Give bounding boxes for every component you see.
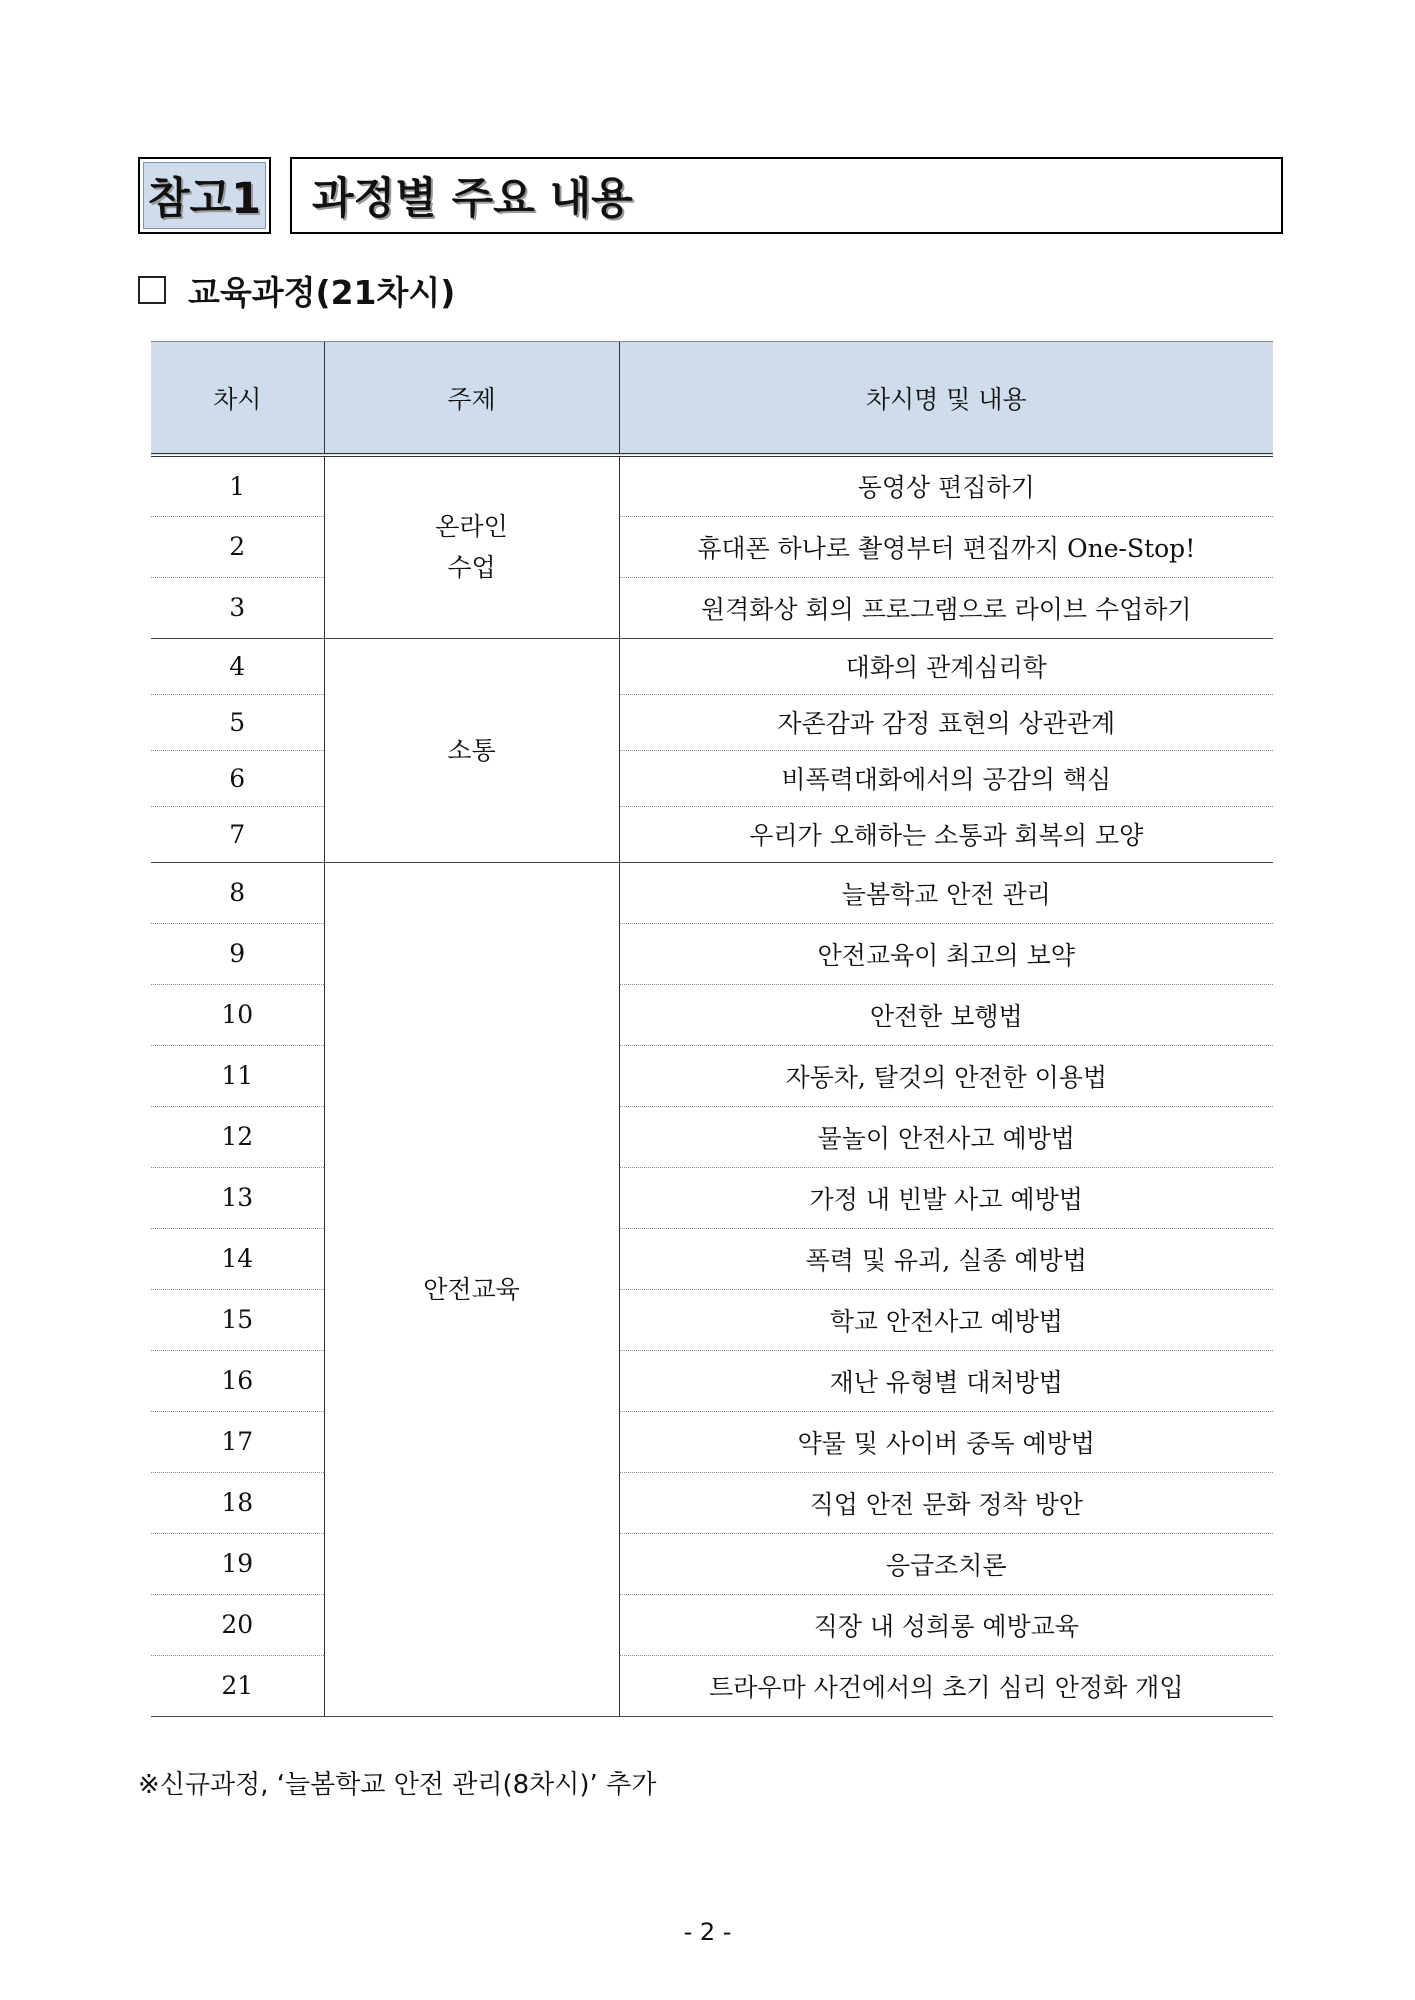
page-title: 과정별 주요 내용	[290, 157, 1283, 234]
table-row	[151, 1472, 1273, 1533]
session-number: 12	[151, 1106, 324, 1167]
session-number: 1	[151, 455, 324, 516]
table-row	[151, 577, 1273, 638]
table-body	[151, 455, 1273, 1716]
session-content: 학교 안전사고 예방법	[619, 1289, 1273, 1350]
session-number: 2	[151, 516, 324, 577]
session-number: 13	[151, 1167, 324, 1228]
table-row	[151, 806, 1273, 862]
session-number: 14	[151, 1228, 324, 1289]
table-row	[151, 1350, 1273, 1411]
curriculum-table	[151, 341, 1273, 1717]
table-row	[151, 1106, 1273, 1167]
table-row	[151, 1167, 1273, 1228]
table-row	[151, 638, 1273, 694]
section-heading	[138, 268, 455, 312]
session-content: 물놀이 안전사고 예방법	[619, 1106, 1273, 1167]
session-content: 늘봄학교 안전 관리	[619, 862, 1273, 923]
session-content: 트라우마 사건에서의 초기 심리 안정화 개입	[619, 1655, 1273, 1716]
topic-label: 안전교육	[423, 1274, 520, 1304]
session-number: 7	[151, 806, 324, 862]
footnote: ※신규과정, ‘늘봄학교 안전 관리(8차시)’ 추가	[138, 1770, 657, 1800]
session-content: 비폭력대화에서의 공감의 핵심	[619, 750, 1273, 806]
session-content: 안전교육이 최고의 보약	[619, 923, 1273, 984]
column-header-session: 차시	[151, 342, 324, 456]
table-row	[151, 923, 1273, 984]
session-content: 직장 내 성희롱 예방교육	[619, 1594, 1273, 1655]
session-content: 자존감과 감정 표현의 상관관계	[619, 694, 1273, 750]
section-title: 교육과정(21차시)	[188, 272, 456, 312]
session-content: 가정 내 빈발 사고 예방법	[619, 1167, 1273, 1228]
session-number: 10	[151, 984, 324, 1045]
session-number: 17	[151, 1411, 324, 1472]
page-number: - 2 -	[683, 1918, 732, 1946]
session-number: 6	[151, 750, 324, 806]
table-row	[151, 750, 1273, 806]
session-number: 11	[151, 1045, 324, 1106]
table-row	[151, 1411, 1273, 1472]
session-content: 휴대폰 하나로 촬영부터 편집까지 One-Stop!	[619, 516, 1273, 577]
session-number: 21	[151, 1655, 324, 1716]
session-number: 9	[151, 923, 324, 984]
column-header-content: 차시명 및 내용	[619, 342, 1273, 456]
table-row	[151, 1533, 1273, 1594]
session-content: 직업 안전 문화 정착 방안	[619, 1472, 1273, 1533]
checkbox-icon	[138, 276, 166, 304]
session-content: 약물 및 사이버 중독 예방법	[619, 1411, 1273, 1472]
table-row	[151, 984, 1273, 1045]
table-row	[151, 516, 1273, 577]
session-content: 동영상 편집하기	[619, 455, 1273, 516]
reference-tag: 참고1	[143, 162, 266, 229]
session-number: 5	[151, 694, 324, 750]
session-number: 16	[151, 1350, 324, 1411]
session-number: 15	[151, 1289, 324, 1350]
topic-label: 온라인	[435, 512, 508, 542]
reference-tag-box	[138, 157, 271, 234]
table-row	[151, 862, 1273, 923]
session-content: 대화의 관계심리학	[619, 638, 1273, 694]
topic-cell	[324, 638, 619, 862]
session-number: 3	[151, 577, 324, 638]
session-content: 재난 유형별 대처방법	[619, 1350, 1273, 1411]
topic-label: 수업	[447, 553, 496, 583]
session-number: 4	[151, 638, 324, 694]
topic-cell	[324, 862, 619, 1716]
session-content: 응급조치론	[619, 1533, 1273, 1594]
session-content: 우리가 오해하는 소통과 회복의 모양	[619, 806, 1273, 862]
table-row	[151, 694, 1273, 750]
table-row	[151, 1045, 1273, 1106]
session-number: 18	[151, 1472, 324, 1533]
session-content: 안전한 보행법	[619, 984, 1273, 1045]
topic-cell	[324, 455, 619, 638]
session-number: 8	[151, 862, 324, 923]
session-content: 자동차, 탈것의 안전한 이용법	[619, 1045, 1273, 1106]
table-row	[151, 1655, 1273, 1716]
table-row	[151, 455, 1273, 516]
session-number: 19	[151, 1533, 324, 1594]
topic-label: 소통	[447, 735, 496, 765]
session-content: 폭력 및 유괴, 실종 예방법	[619, 1228, 1273, 1289]
table-row	[151, 1594, 1273, 1655]
session-content: 원격화상 회의 프로그램으로 라이브 수업하기	[619, 577, 1273, 638]
table-row	[151, 1289, 1273, 1350]
column-header-topic: 주제	[324, 342, 619, 456]
session-number: 20	[151, 1594, 324, 1655]
table-row	[151, 1228, 1273, 1289]
table-header-row	[151, 342, 1273, 456]
